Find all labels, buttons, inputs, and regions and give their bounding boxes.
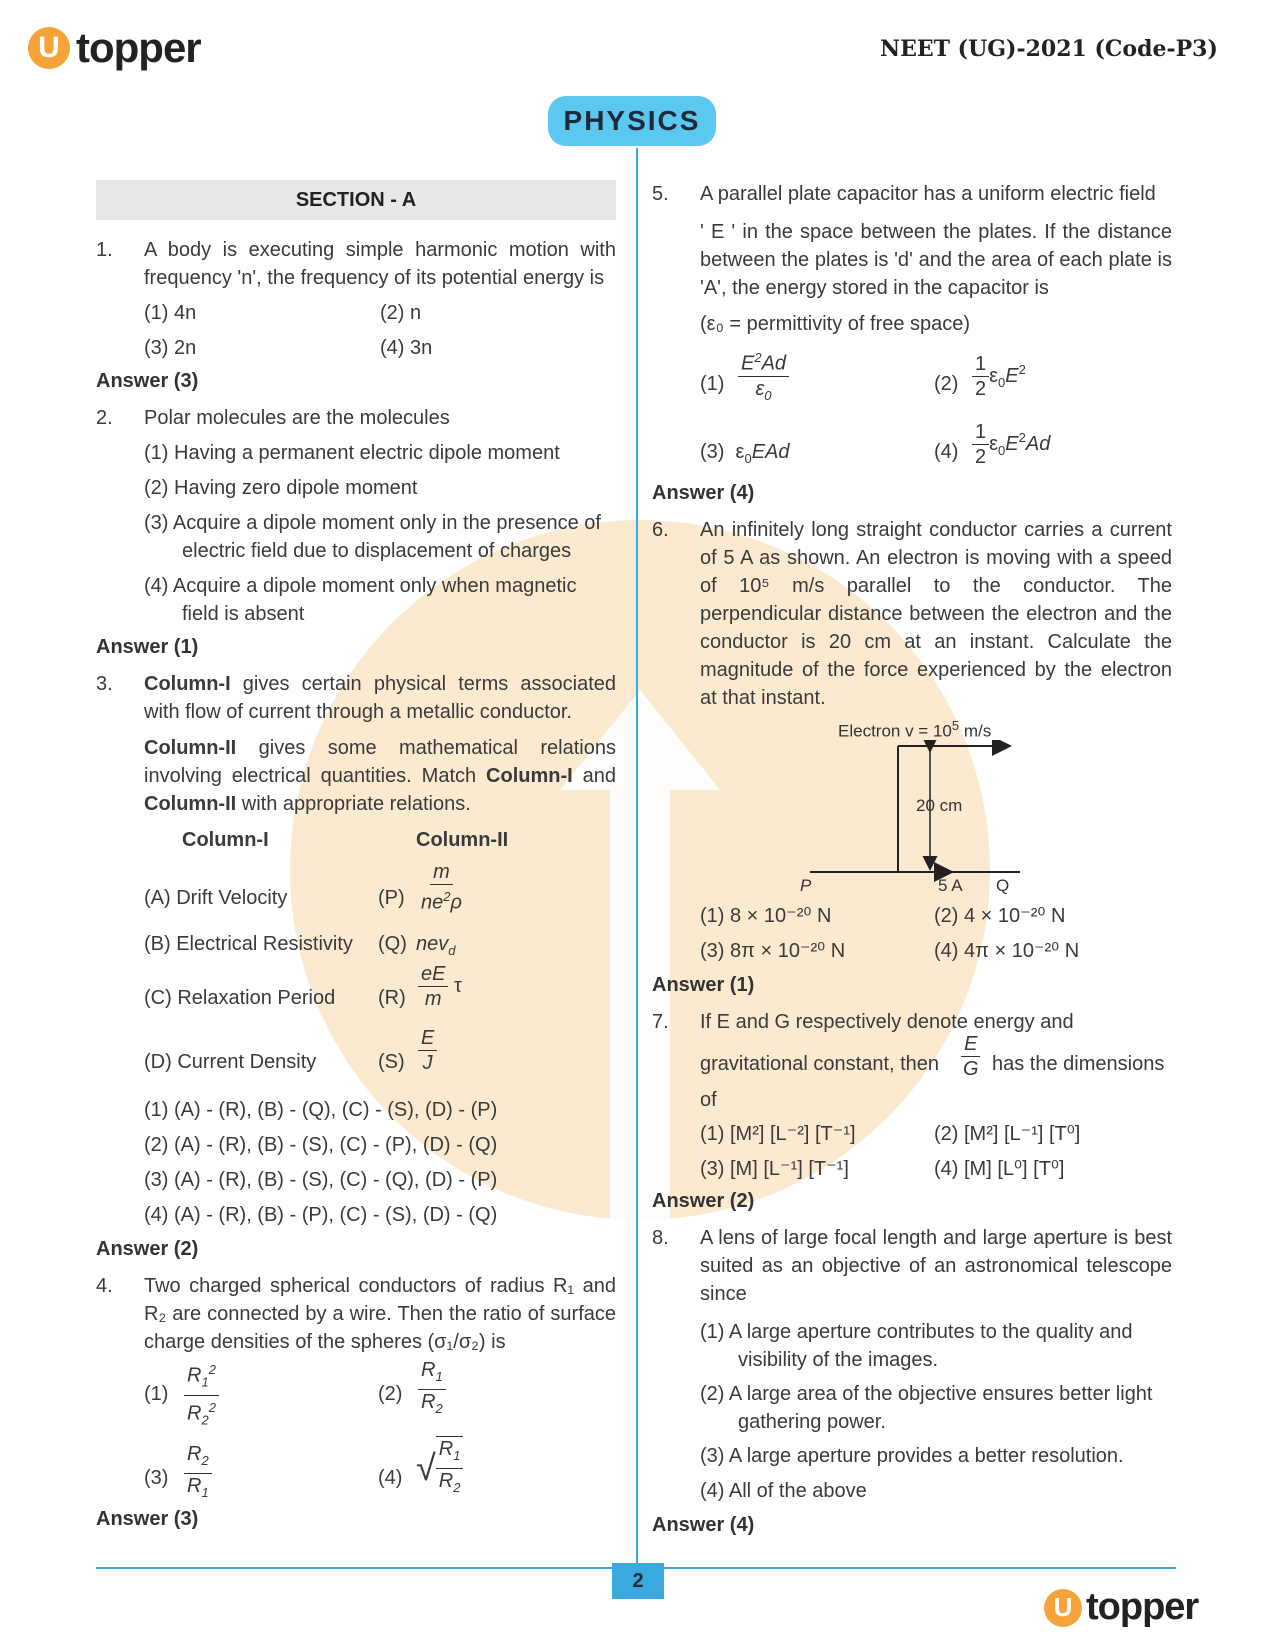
q1-number: 1. [96,239,113,261]
q6-fig-electron-unit: m/s [959,721,992,741]
q4-opt2-label: (2) [378,1383,403,1405]
page-number: 2 [612,1563,664,1599]
q7-number: 7. [652,1011,669,1033]
footer-logo-icon: U [1044,1589,1082,1627]
exam-title: NEET (UG)-2021 (Code-P3) [880,36,1218,62]
q5-number: 5. [652,183,669,205]
q5-opt2-formula: $\frac{1}{2}$ $\varepsilon_0E^2$ [972,352,1026,401]
q3-formula-q: nev$_d$ [416,933,456,958]
q6-opt4: (4) 4π × 10⁻²⁰ N [934,940,1080,962]
q7-answer: Answer (2) [652,1190,755,1212]
q2-text: Polar molecules are the molecules [144,407,450,429]
q3-opt2: (2) (A) - (R), (B) - (S), (C) - (P), (D) - (Q) [144,1134,498,1156]
q4-opt2-formula: $\frac{R_1}{R_2}$ [418,1358,446,1421]
q3-row-d: (D) Current Density [144,1051,317,1073]
q8-opt3: (3) A large aperture provides a better resolution. [700,1445,1124,1467]
q8-answer: Answer (4) [652,1514,755,1536]
q2-opt2: (2) Having zero dipole moment [144,477,418,499]
q5-opt4-formula: $\frac{1}{2}$ $\varepsilon_0E^2Ad$ [972,420,1050,469]
q3-para2-and: and [572,765,616,787]
q5-opt1-formula: $\frac{E^2Ad}{\varepsilon_0}$ [738,346,789,408]
q8-opt1: (1) A large aperture contributes to the quality and visibility of the images. [700,1321,1133,1371]
q3-formula-r: $\frac{eE}{m}$ τ [418,962,462,1011]
q7-text2: gravitational constant, then [700,1053,940,1075]
q7-opt4: (4) [M] [L⁰] [T⁰] [934,1158,1065,1180]
q3-opt4: (4) (A) - (R), (B) - (P), (C) - (S), (D) - (Q) [144,1204,498,1226]
q7-text1: If E and G respectively denote energy and [700,1011,1074,1033]
q3-opt1: (1) (A) - (R), (B) - (Q), (C) - (S), (D) - (P) [144,1099,498,1121]
q5-text2: ' E ' in the space between the plates. If the distance between the plates is 'd' and the area of each plate is 'A', the energy stored in the capacitor is [700,221,1172,299]
q4-opt4-formula: √ $\frac{R_1}{R_2}$ [416,1436,463,1500]
section-heading: SECTION - A [96,180,616,220]
q3-row-c: (C) Relaxation Period [144,987,336,1009]
q4-opt1-label: (1) [144,1383,169,1405]
q5-text3: (ε₀ = permittivity of free space) [700,313,971,335]
q2-number: 2. [96,407,113,429]
q3-para2-end: with appropriate relations. [236,793,471,815]
q3-formula-p: $\frac{m}{ne^2\rho}$ [421,861,462,914]
q4-answer: Answer (3) [96,1508,199,1530]
q6-fig-electron-text: Electron v = 10 [838,721,952,741]
q4-number: 4. [96,1275,113,1297]
footer-brand-name: topper [1086,1586,1199,1628]
q3-col1-term2: Column-I [486,765,573,787]
q3-col2-heading: Column-II [416,829,509,851]
q6-fig-q: Q [996,876,1010,895]
q4-opt1-formula: $\frac{R_1^2}{R_2^2}$ [184,1358,219,1432]
q3-para1-text: gives certain physical terms associated with flow of current through a metallic conductor. [144,673,616,723]
q6-opt1: (1) 8 × 10⁻²⁰ N [700,905,832,927]
q4-opt3-label: (3) [144,1467,169,1489]
q8-number: 8. [652,1227,669,1249]
q3-para2 [144,734,616,818]
q3-number: 3. [96,673,113,695]
q5-answer: Answer (4) [652,482,755,504]
q3-row-s: (S) [378,1051,405,1073]
q7-fraction: $\frac{E}{G}$ [963,1033,979,1080]
q3-col2-term2: Column-II [144,793,237,815]
q7-opt1: (1) [M²] [L⁻²] [T⁻¹] [700,1123,856,1145]
q6-fig-electron-label [838,718,991,742]
q3-formula-s: $\frac{E}{J}$ [418,1026,437,1075]
q3-para1 [144,670,616,726]
q2-opt4: (4) Acquire a dipole moment only when magnetic field is absent [144,575,577,625]
q6-fig-electron-exp: 5 [951,718,960,733]
q4-opt3-formula: $\frac{R_2}{R_1}$ [184,1442,212,1505]
q5-opt3: (3) $\varepsilon_0EAd$ [700,441,790,466]
q3-col1-heading: Column-I [182,829,269,851]
q4-text: Two charged spherical conductors of radius R₁ and R₂ are connected by a wire. Then the ratio of surface charge densities of the spheres (σ₁/σ₂) is [144,1275,616,1353]
q3-row-r: (R) [378,987,406,1009]
q1-opt1: (1) 4n [144,302,197,324]
q3-col2-term: Column-II [144,737,237,759]
q2-opt1: (1) Having a permanent electric dipole moment [144,442,560,464]
column-divider [636,148,638,1570]
q3-para2-text: gives some mathematical relations involving electrical quantities. Match [144,737,616,787]
brand-name: topper [76,24,201,71]
q5-opt2-label: (2) [934,373,959,395]
q6-answer: Answer (1) [652,974,755,996]
footer-logo [1044,1586,1198,1629]
q3-row-b: (B) Electrical Resistivity [144,933,353,955]
q7-text4: of [700,1089,717,1111]
q7-text3: has the dimensions [992,1053,1165,1075]
q6-opt3: (3) 8π × 10⁻²⁰ N [700,940,846,962]
q6-fig-current: 5 A [938,876,963,895]
q8-text: A lens of large focal length and large aperture is best suited as an objective of an astronomical telescope since [700,1227,1172,1305]
q5-opt1-label: (1) [700,373,725,395]
logo-icon: U [28,27,70,69]
q8-opt4: (4) All of the above [700,1480,867,1502]
q5-text: A parallel plate capacitor has a uniform electric field [700,183,1156,205]
q2-opt3: (3) Acquire a dipole moment only in the presence of electric field due to displacement of charges [144,512,601,562]
q1-answer: Answer (3) [96,370,199,392]
q1-opt4: (4) 3n [380,337,433,359]
q3-row-p: (P) [378,887,405,909]
q5-opt4-label: (4) [934,441,959,463]
subject-badge: PHYSICS [548,96,716,146]
q7-opt2: (2) [M²] [L⁻¹] [T⁰] [934,1123,1081,1145]
q3-row-q: (Q) [378,933,407,955]
brand-logo [28,24,201,72]
q7-opt3: (3) [M] [L⁻¹] [T⁻¹] [700,1158,849,1180]
q1-opt3: (3) 2n [144,337,197,359]
q6-text: An infinitely long straight conductor carries a current of 5 A as shown. An electron is moving with a speed of 10⁵ m/s parallel to the conductor. The perpendicular distance between the electron and the conductor is 20 cm at an instant. Calculate the magnitude of the force experienced by the electron at that instant. [700,519,1172,709]
q6-fig-dist: 20 cm [916,796,963,815]
q1-text: A body is executing simple harmonic motion with frequency 'n', the frequency of its potential energy is [144,239,616,289]
q3-row-a: (A) Drift Velocity [144,887,288,909]
q3-answer: Answer (2) [96,1238,199,1260]
q1-opt2: (2) n [380,302,422,324]
q8-opt2: (2) A large area of the objective ensures better light gathering power. [700,1383,1153,1433]
q6-number: 6. [652,519,669,541]
q6-opt2: (2) 4 × 10⁻²⁰ N [934,905,1066,927]
q6-fig-p: P [800,876,812,895]
q4-opt4-label: (4) [378,1467,403,1489]
q3-col1-term: Column-I [144,673,231,695]
q2-answer: Answer (1) [96,636,199,658]
q3-opt3: (3) (A) - (R), (B) - (S), (C) - (Q), (D) - (P) [144,1169,498,1191]
